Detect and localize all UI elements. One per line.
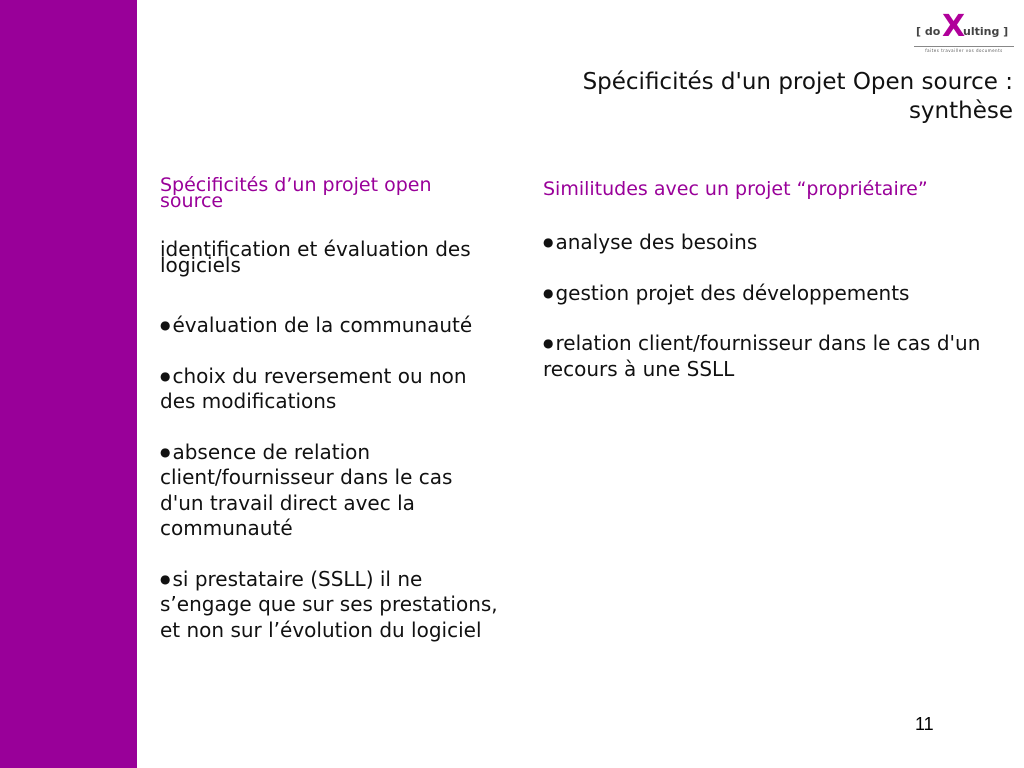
bullet-icon: ● bbox=[160, 368, 171, 383]
sidebar-band bbox=[0, 0, 137, 768]
right-column-heading bbox=[543, 177, 1003, 202]
bullet-icon: ● bbox=[543, 285, 554, 300]
left-item-prestataire bbox=[160, 567, 500, 644]
left-item-text: choix du reversement ou non des modifications bbox=[160, 363, 467, 413]
right-item-text: relation client/fournisseur dans le cas d'un recours à une SSLL bbox=[543, 331, 981, 381]
left-column bbox=[160, 174, 500, 643]
right-item-gestion bbox=[543, 281, 1003, 307]
left-item-text: absence de relation client/fournisseur dans le cas d'un travail direct avec la communauté bbox=[160, 439, 453, 540]
bullet-icon: ● bbox=[543, 235, 554, 249]
bullet-icon: ● bbox=[160, 318, 171, 332]
right-heading-quote: ” bbox=[917, 178, 928, 200]
right-item-text: gestion projet des développements bbox=[555, 280, 910, 305]
logo-bracket-open: [ do bbox=[916, 25, 941, 38]
page-number: 11 bbox=[915, 714, 934, 734]
left-item-text: si prestataire (SSLL) il ne s’engage que sur ses prestations, et non sur l’évolution du logiciel bbox=[160, 566, 498, 642]
logo-wordmark bbox=[916, 9, 1012, 44]
right-item-analyse bbox=[543, 230, 1003, 256]
bullet-icon: ● bbox=[543, 336, 554, 350]
logo-rest: ulting ] bbox=[963, 25, 1009, 38]
left-item-reversement bbox=[160, 364, 500, 415]
right-item-text: analyse des besoins bbox=[555, 230, 758, 254]
left-item-identification: identification et évaluation des logiciels bbox=[160, 237, 471, 277]
right-heading-text: Similitudes avec un projet “propriétaire bbox=[543, 178, 918, 200]
slide-title-line1: Spécificités d'un projet Open source : bbox=[582, 69, 1013, 95]
left-item-text: évaluation de la communauté bbox=[172, 313, 473, 337]
left-item-relation bbox=[160, 440, 500, 542]
logo-x-letter: X bbox=[942, 9, 966, 44]
right-item-relation bbox=[543, 331, 1003, 382]
slide-title-line2: synthèse bbox=[908, 98, 1013, 124]
right-column bbox=[543, 177, 1003, 382]
left-column-heading: Spécificités d’un projet open source bbox=[160, 174, 432, 212]
bullet-icon: ● bbox=[160, 444, 171, 459]
logo-tagline: faites travailler vos documents bbox=[925, 48, 1003, 53]
doxulting-logo bbox=[910, 10, 1016, 56]
logo-divider bbox=[914, 46, 1014, 47]
bullet-icon: ● bbox=[160, 571, 171, 586]
left-item-evaluation bbox=[160, 313, 500, 339]
slide-title bbox=[453, 68, 1013, 126]
